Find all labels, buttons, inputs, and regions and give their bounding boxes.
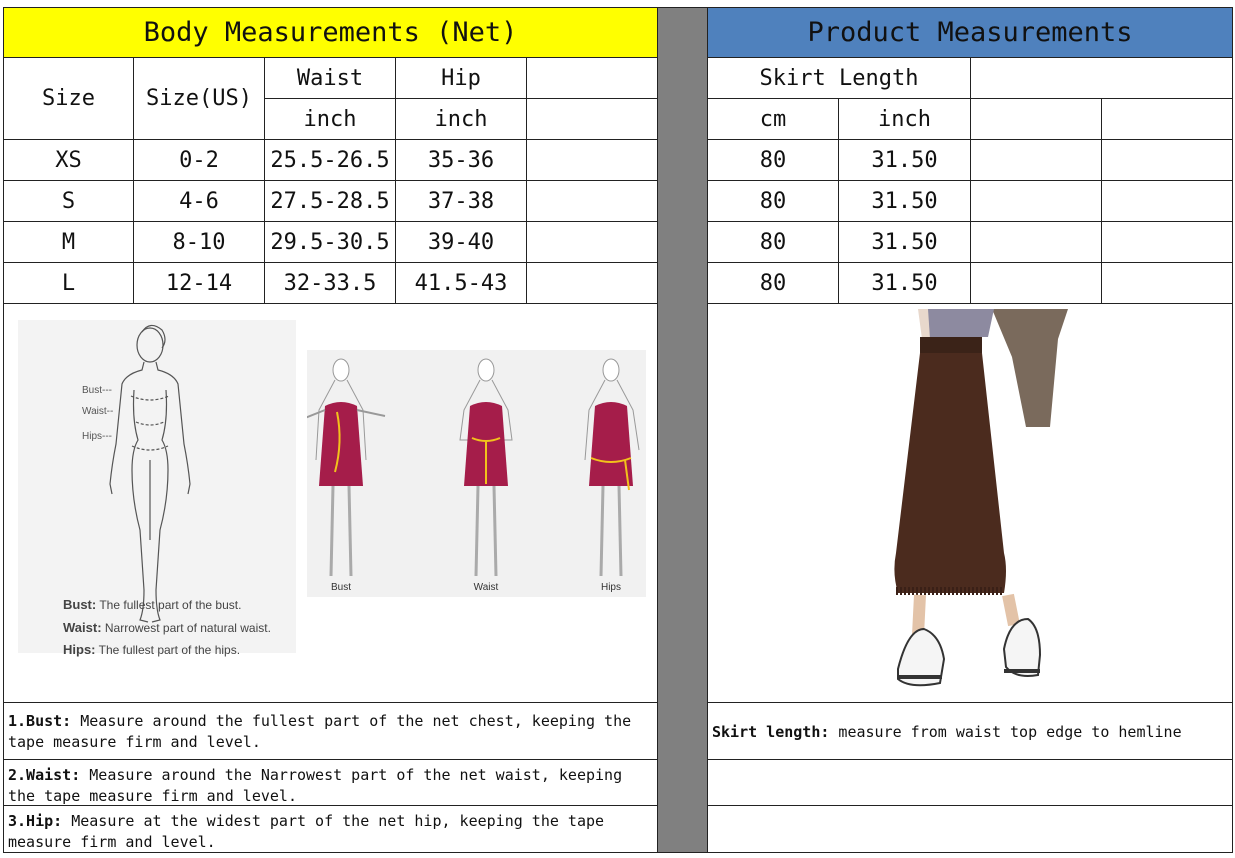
size-cell: M — [3, 221, 134, 263]
waist-unit: inch — [264, 98, 396, 140]
empty-cell — [1101, 262, 1233, 304]
waist-cell: 27.5-28.5 — [264, 180, 396, 222]
bust-dress-figure — [307, 359, 385, 576]
hips-caption: Hips — [600, 582, 622, 593]
inch-cell: 31.50 — [838, 262, 971, 304]
hip-header: Hip — [395, 57, 527, 99]
hip-cell: 35-36 — [395, 139, 527, 181]
size-us-cell: 8-10 — [133, 221, 265, 263]
empty-cell — [526, 221, 658, 263]
empty-cell — [526, 180, 658, 222]
product-measurements-title: Product Measurements — [707, 7, 1233, 58]
empty-note-cell — [707, 759, 1233, 806]
empty-cell — [970, 57, 1233, 99]
cm-cell: 80 — [707, 139, 839, 181]
waist-cell: 25.5-26.5 — [264, 139, 396, 181]
size-us-cell: 4-6 — [133, 180, 265, 222]
skirt-length-header: Skirt Length — [707, 57, 971, 99]
hips-mark: Hips--- — [82, 431, 112, 442]
skirt-product-photo — [880, 309, 1080, 699]
empty-cell — [526, 262, 658, 304]
body-measurements-title: Body Measurements (Net) — [3, 7, 658, 58]
waist-cell: 29.5-30.5 — [264, 221, 396, 263]
size-cell: S — [3, 180, 134, 222]
waist-definition: Waist: Narrowest part of natural waist. — [63, 619, 271, 635]
cm-cell: 80 — [707, 180, 839, 222]
hip-note: 3.Hip: Measure at the widest part of the net hip, keeping the tape measure firm and level. — [3, 805, 658, 853]
size-us-cell: 12-14 — [133, 262, 265, 304]
hips-dress-figure — [585, 359, 639, 576]
empty-cell — [970, 180, 1102, 222]
body-diagram-panel — [18, 320, 296, 657]
waist-dress-figure — [460, 359, 512, 576]
waist-header: Waist — [264, 57, 396, 99]
empty-cell — [1101, 221, 1233, 263]
hips-definition: Hips: The fullest part of the hips. — [63, 642, 241, 657]
empty-cell — [1101, 139, 1233, 181]
hip-cell: 41.5-43 — [395, 262, 527, 304]
bust-note: 1.Bust: Measure around the fullest part of the net chest, keeping the tape measure firm and level. — [3, 702, 658, 760]
hip-cell: 39-40 — [395, 221, 527, 263]
size-header: Size — [3, 57, 134, 140]
column-separator — [657, 7, 708, 853]
empty-cell — [526, 98, 658, 140]
cm-cell: 80 — [707, 262, 839, 304]
waist-mark: Waist-- — [82, 406, 114, 417]
bust-definition: Bust: The fullest part of the bust. — [63, 597, 242, 612]
dress-measurement-figures — [307, 350, 646, 597]
empty-cell — [526, 57, 658, 99]
empty-cell — [970, 262, 1102, 304]
waist-note: 2.Waist: Measure around the Narrowest part of the net waist, keeping the tape measure firm and level. — [3, 759, 658, 806]
size-us-header: Size(US) — [133, 57, 265, 140]
empty-cell — [1101, 180, 1233, 222]
empty-cell — [1101, 98, 1233, 140]
empty-cell — [970, 139, 1102, 181]
inch-cell: 31.50 — [838, 180, 971, 222]
empty-cell — [526, 139, 658, 181]
inch-cell: 31.50 — [838, 139, 971, 181]
dress-figures-panel — [307, 350, 646, 597]
cm-unit: cm — [707, 98, 839, 140]
waist-caption: Waist — [473, 582, 499, 593]
waist-cell: 32-33.5 — [264, 262, 396, 304]
size-cell: XS — [3, 139, 134, 181]
hip-unit: inch — [395, 98, 527, 140]
empty-cell — [970, 98, 1102, 140]
empty-note-cell — [707, 805, 1233, 853]
hip-cell: 37-38 — [395, 180, 527, 222]
inch-unit: inch — [838, 98, 971, 140]
empty-cell — [970, 221, 1102, 263]
bust-caption: Bust — [330, 582, 352, 593]
cm-cell: 80 — [707, 221, 839, 263]
size-us-cell: 0-2 — [133, 139, 265, 181]
size-cell: L — [3, 262, 134, 304]
inch-cell: 31.50 — [838, 221, 971, 263]
bust-mark: Bust--- — [82, 385, 112, 396]
skirt-length-note: Skirt length: measure from waist top edge to hemline — [707, 702, 1233, 760]
